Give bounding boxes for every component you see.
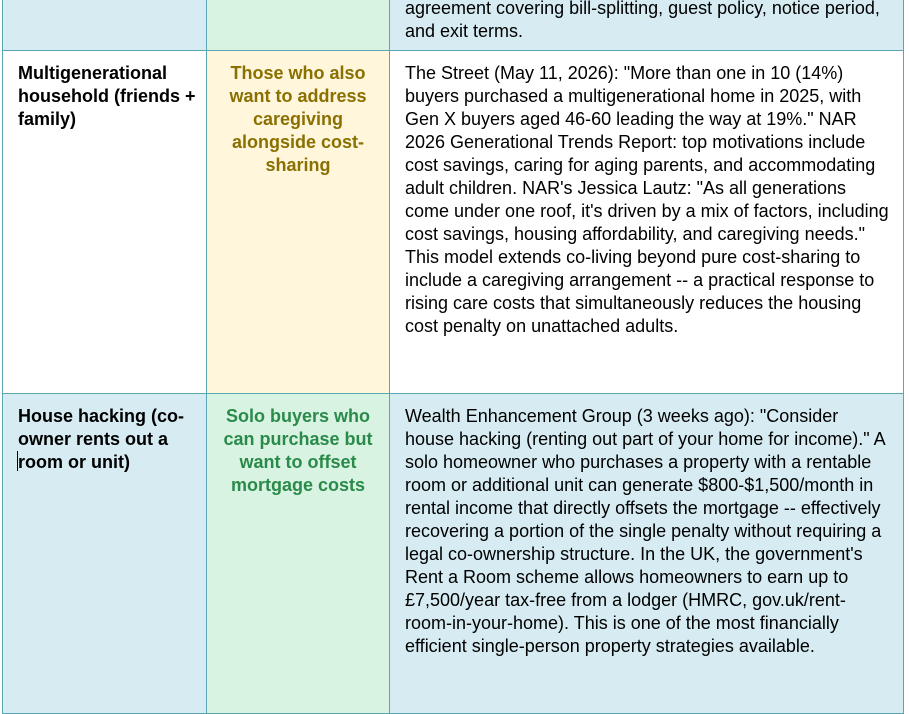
- row-label-cell[interactable]: [3, 394, 207, 714]
- description-cell: [390, 51, 904, 394]
- table-row: [3, 51, 904, 394]
- row-label-cell: [3, 0, 207, 51]
- row-label-cell: [3, 51, 207, 394]
- audience-cell: [207, 394, 390, 714]
- strategies-table: [2, 0, 904, 714]
- description-text: The Street (May 11, 2026): "More than one in 10 (14%) buyers purchased a multigenerational home in 2025, with Gen X buyers aged 46-60 leading the way at 19%." NAR 2026 Generational Trends Report: top motivations include cost savings, caring for aging parents, and accommodating adult children. NAR's Jessica Lautz: "As all generations come under one roof, it's driven by a mix of factors, including cost savings, housing affordability, and caregiving needs." This model extends co-living beyond pure cost-sharing to include a caregiving arrangement -- a practical response to rising care costs that simultaneously reduces the housing cost penalty on unattached adults.: [405, 63, 889, 336]
- table-row: [3, 0, 904, 51]
- audience-text: [207, 0, 389, 8]
- text-cursor: [17, 451, 18, 471]
- description-text: Wealth Enhancement Group (3 weeks ago): "Consider house hacking (renting out part of your home for income)." A solo homeowner who purchases a property with a rentable room or additional unit can generate $800-$1,500/month in rental income that directly offsets the mortgage -- effectively recovering a portion of the single penalty without requiring a legal co-ownership structure. In the UK, the government's Rent a Room scheme allows homeowners to earn up to £7,500/year tax-free from a lodger (HMRC, gov.uk/rent-room-in-your-home). This is one of the most financially efficient single-person property strategies available.: [405, 406, 885, 656]
- audience-text: Those who also want to address caregiving alongside cost-sharing: [229, 63, 367, 175]
- description-cell: [390, 394, 904, 714]
- description-text: agreement covering bill-splitting, guest policy, notice period, and exit terms.: [405, 0, 880, 41]
- audience-text: Solo buyers who can purchase but want to offset mortgage costs: [223, 406, 373, 495]
- row-label: [3, 0, 206, 8]
- description-cell: [390, 0, 904, 51]
- row-label: House hacking (co-owner rents out a room or unit): [18, 406, 185, 472]
- table-row: [3, 394, 904, 714]
- audience-cell: [207, 51, 390, 394]
- audience-cell: [207, 0, 390, 51]
- row-label: Multigenerational household (friends + family): [18, 63, 196, 129]
